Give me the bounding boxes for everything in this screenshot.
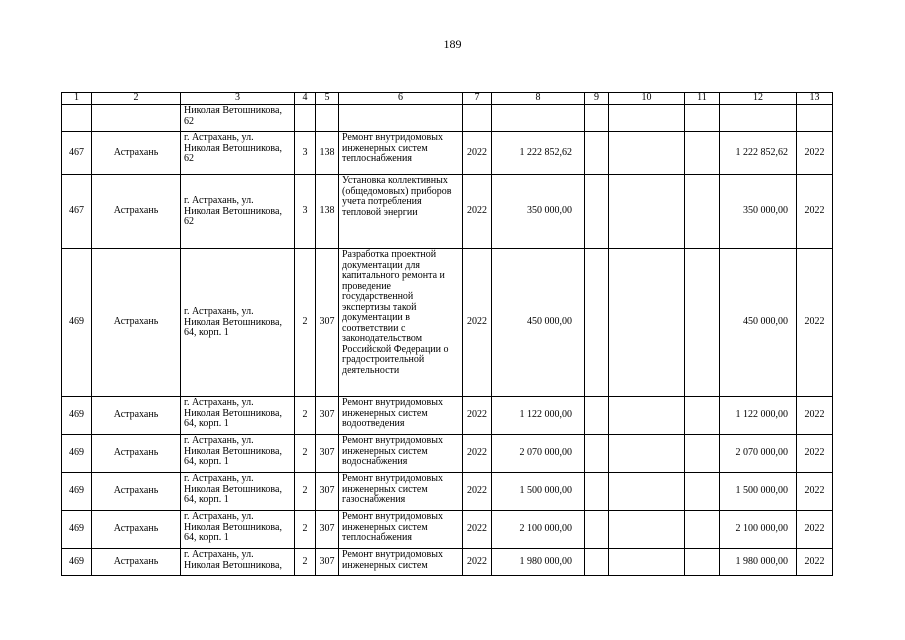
column-number: 10 — [609, 93, 685, 105]
cell-col4: 2 — [295, 249, 316, 397]
cell-cost: 2 100 000,00 — [492, 511, 585, 549]
cell-end-year: 2022 — [797, 249, 833, 397]
cell-year: 2022 — [463, 249, 492, 397]
cell-end-year: 2022 — [797, 473, 833, 511]
cell-total — [720, 105, 797, 132]
cell-col11 — [685, 435, 720, 473]
cell-col9 — [585, 105, 609, 132]
cell-col4: 2 — [295, 511, 316, 549]
table-row — [62, 132, 833, 175]
cell-total: 1 980 000,00 — [720, 549, 797, 576]
cell-col11 — [685, 397, 720, 435]
cell-col9 — [585, 549, 609, 576]
cell-col9 — [585, 249, 609, 397]
cell-end-year — [797, 105, 833, 132]
cell-address: г. Астрахань, ул. Николая Ветошникова, 62 — [181, 132, 295, 175]
cell-col10 — [609, 105, 685, 132]
cell-col11 — [685, 249, 720, 397]
cell-end-year: 2022 — [797, 397, 833, 435]
page-number: 189 — [443, 37, 462, 51]
cell-col5: 307 — [316, 397, 339, 435]
cell-work-type — [339, 105, 463, 132]
cell-index: 469 — [62, 511, 92, 549]
cell-cost: 350 000,00 — [492, 175, 585, 249]
cell-index: 469 — [62, 549, 92, 576]
cell-work-type: Разработка проектной документации для капитального ремонта и проведение государственной экспертизы такой документации в соответствии с законодательством Российской Федерации о градостроительной деятельности — [339, 249, 463, 397]
cell-cost: 2 070 000,00 — [492, 435, 585, 473]
column-number: 6 — [339, 93, 463, 105]
cell-address: г. Астрахань, ул. Николая Ветошникова, 64, корп. 1 — [181, 249, 295, 397]
cell-col4: 2 — [295, 397, 316, 435]
cell-city: Астрахань — [92, 132, 181, 175]
column-number: 11 — [685, 93, 720, 105]
table-row — [62, 175, 833, 249]
cell-col11 — [685, 175, 720, 249]
cell-year: 2022 — [463, 175, 492, 249]
cell-cost: 450 000,00 — [492, 249, 585, 397]
cell-cost — [492, 105, 585, 132]
column-number: 5 — [316, 93, 339, 105]
cell-work-type: Ремонт внутридомовых инженерных систем газоснабжения — [339, 473, 463, 511]
table-row — [62, 105, 833, 132]
cell-col5: 138 — [316, 175, 339, 249]
cell-address: г. Астрахань, ул. Николая Ветошникова, 62 — [181, 175, 295, 249]
cell-col10 — [609, 249, 685, 397]
cell-address: г. Астрахань, ул. Николая Ветошникова, — [181, 549, 295, 576]
cell-col10 — [609, 549, 685, 576]
cell-col11 — [685, 549, 720, 576]
cell-address: г. Астрахань, ул. Николая Ветошникова, 64, корп. 1 — [181, 473, 295, 511]
cell-work-type: Ремонт внутридомовых инженерных систем водоснабжения — [339, 435, 463, 473]
cell-year: 2022 — [463, 397, 492, 435]
cell-total: 2 100 000,00 — [720, 511, 797, 549]
cell-city: Астрахань — [92, 511, 181, 549]
table-row — [62, 249, 833, 397]
cell-col4: 2 — [295, 473, 316, 511]
cell-work-type: Ремонт внутридомовых инженерных систем — [339, 549, 463, 576]
cell-col11 — [685, 511, 720, 549]
cell-col11 — [685, 132, 720, 175]
cell-year — [463, 105, 492, 132]
cell-col10 — [609, 175, 685, 249]
cell-cost: 1 122 000,00 — [492, 397, 585, 435]
column-number: 7 — [463, 93, 492, 105]
cell-index: 469 — [62, 473, 92, 511]
cell-index: 467 — [62, 175, 92, 249]
table-row — [62, 511, 833, 549]
cell-year: 2022 — [463, 549, 492, 576]
cell-city: Астрахань — [92, 175, 181, 249]
cell-col10 — [609, 473, 685, 511]
cell-col4: 2 — [295, 549, 316, 576]
cell-col5: 307 — [316, 511, 339, 549]
cell-col9 — [585, 511, 609, 549]
cell-year: 2022 — [463, 473, 492, 511]
column-number: 2 — [92, 93, 181, 105]
column-number: 8 — [492, 93, 585, 105]
cell-col9 — [585, 435, 609, 473]
cell-total: 1 500 000,00 — [720, 473, 797, 511]
cell-city: Астрахань — [92, 249, 181, 397]
cell-index: 469 — [62, 249, 92, 397]
cell-address: г. Астрахань, ул. Николая Ветошникова, 64, корп. 1 — [181, 397, 295, 435]
cell-end-year: 2022 — [797, 549, 833, 576]
cell-col5: 307 — [316, 473, 339, 511]
table-row — [62, 473, 833, 511]
column-number-row — [62, 93, 833, 105]
cell-year: 2022 — [463, 511, 492, 549]
cell-col10 — [609, 511, 685, 549]
cell-end-year: 2022 — [797, 175, 833, 249]
cell-col4: 3 — [295, 175, 316, 249]
cell-address: г. Астрахань, ул. Николая Ветошникова, 64, корп. 1 — [181, 435, 295, 473]
cell-col11 — [685, 105, 720, 132]
table-row — [62, 435, 833, 473]
column-number: 9 — [585, 93, 609, 105]
column-number: 13 — [797, 93, 833, 105]
cell-col4 — [295, 105, 316, 132]
cell-city: Астрахань — [92, 435, 181, 473]
cell-end-year: 2022 — [797, 435, 833, 473]
cell-col11 — [685, 473, 720, 511]
cell-year: 2022 — [463, 132, 492, 175]
cell-col4: 2 — [295, 435, 316, 473]
cell-address: Николая Ветошникова, 62 — [181, 105, 295, 132]
cell-col5: 307 — [316, 435, 339, 473]
column-number: 1 — [62, 93, 92, 105]
cell-col10 — [609, 132, 685, 175]
cell-col9 — [585, 175, 609, 249]
cell-work-type: Ремонт внутридомовых инженерных систем водоотведения — [339, 397, 463, 435]
cell-year: 2022 — [463, 435, 492, 473]
cell-total: 450 000,00 — [720, 249, 797, 397]
cell-work-type: Установка коллективных (общедомовых) приборов учета потребления тепловой энергии — [339, 175, 463, 249]
cell-end-year: 2022 — [797, 132, 833, 175]
cell-col5: 307 — [316, 249, 339, 397]
cell-total: 2 070 000,00 — [720, 435, 797, 473]
cell-total: 1 222 852,62 — [720, 132, 797, 175]
cell-total: 350 000,00 — [720, 175, 797, 249]
cell-col5: 138 — [316, 132, 339, 175]
cell-col4: 3 — [295, 132, 316, 175]
cell-work-type: Ремонт внутридомовых инженерных систем теплоснабжения — [339, 132, 463, 175]
cell-address: г. Астрахань, ул. Николая Ветошникова, 64, корп. 1 — [181, 511, 295, 549]
cell-cost: 1 222 852,62 — [492, 132, 585, 175]
cell-city: Астрахань — [92, 473, 181, 511]
cell-col9 — [585, 132, 609, 175]
column-number: 12 — [720, 93, 797, 105]
cell-col9 — [585, 397, 609, 435]
cell-cost: 1 980 000,00 — [492, 549, 585, 576]
table-row — [62, 549, 833, 576]
cell-work-type: Ремонт внутридомовых инженерных систем теплоснабжения — [339, 511, 463, 549]
cell-index: 469 — [62, 397, 92, 435]
cell-col9 — [585, 473, 609, 511]
cell-end-year: 2022 — [797, 511, 833, 549]
cell-index: 469 — [62, 435, 92, 473]
capital-repair-table — [61, 92, 833, 576]
column-number: 3 — [181, 93, 295, 105]
cell-col10 — [609, 435, 685, 473]
cell-total: 1 122 000,00 — [720, 397, 797, 435]
column-number: 4 — [295, 93, 316, 105]
table-row — [62, 397, 833, 435]
cell-city — [92, 105, 181, 132]
cell-index: 467 — [62, 132, 92, 175]
cell-col10 — [609, 397, 685, 435]
cell-col5: 307 — [316, 549, 339, 576]
cell-index — [62, 105, 92, 132]
cell-city: Астрахань — [92, 549, 181, 576]
cell-cost: 1 500 000,00 — [492, 473, 585, 511]
cell-city: Астрахань — [92, 397, 181, 435]
cell-col5 — [316, 105, 339, 132]
